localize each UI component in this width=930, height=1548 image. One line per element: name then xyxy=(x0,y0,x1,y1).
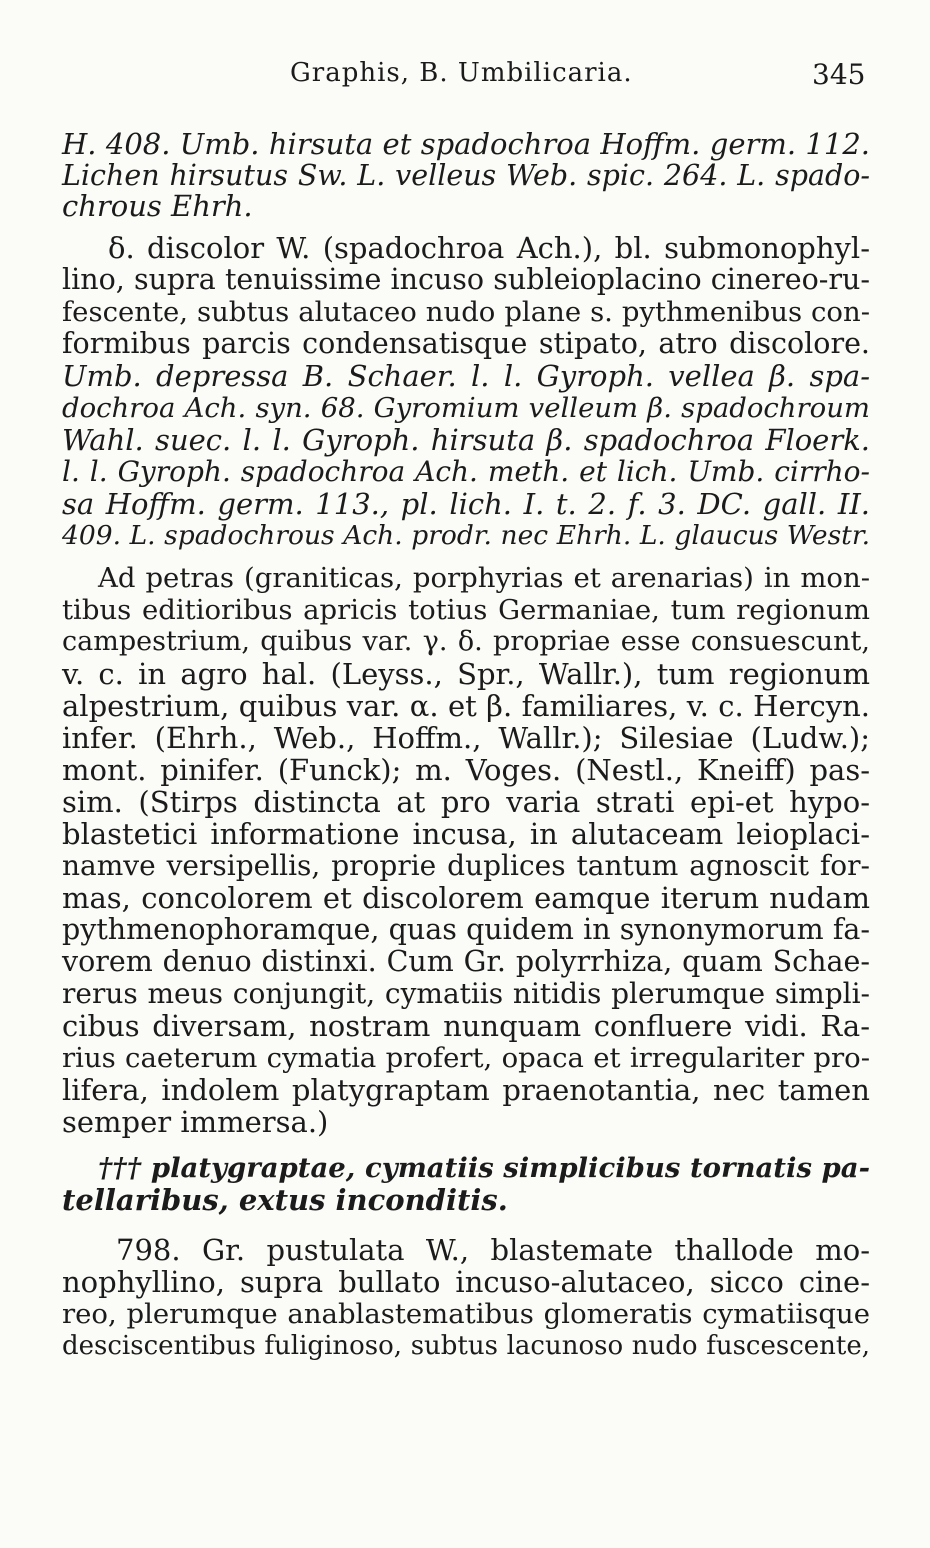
section-heading: ††† platygraptae, cymatiis simplicibus tornatis pa- xyxy=(98,1152,870,1184)
text-line: fescente, subtus alutaceo nudo plane s. pythmenibus con- xyxy=(62,296,870,328)
text-line: desciscentibus fuliginoso, subtus lacunoso nudo fuscescente, xyxy=(62,1331,870,1361)
text-line: chrous Ehrh. xyxy=(62,189,253,223)
text-line: formibus parcis condensatisque stipato, atro discolore. xyxy=(62,327,870,360)
text-line: mas, concolorem et discolorem eamque iterum nudam xyxy=(62,881,870,915)
text-line: lifera, indolem platygraptam praenotantia, nec tamen xyxy=(62,1073,870,1107)
text-line: mont. pinifer. (Funck); m. Voges. (Nestl., Kneiff) pas- xyxy=(62,753,870,787)
text-line: cibus diversam, nostram nunquam confluere vidi. Ra- xyxy=(62,1009,870,1043)
text-line: Wahl. suec. l. l. Gyroph. hirsuta β. spadochroa Floerk. xyxy=(62,423,870,457)
text-line: 409. L. spadochrous Ach. prodr. nec Ehrh. L. glaucus Westr. xyxy=(62,520,870,551)
species-entry: 798. Gr. pustulata W., blastemate thallode mo- xyxy=(116,1233,870,1267)
text-line: vorem denuo distinxi. Cum Gr. polyrrhiza, quam Schae- xyxy=(62,945,870,978)
text-line: rerus meus conjungit, cymatiis nitidis plerumque simpli- xyxy=(62,977,870,1010)
text-line: semper immersa.) xyxy=(62,1105,329,1139)
text-line: campestrium, quibus var. γ. δ. propriae esse consuescunt, xyxy=(62,626,870,657)
text-line: alpestrium, quibus var. α. et β. familiares, v. c. Hercyn. xyxy=(62,689,870,723)
text-line: reo, plerumque anablastematibus glomeratis cymatiisque xyxy=(62,1298,870,1330)
page-number: 345 xyxy=(812,58,866,91)
text-line: blastetici informatione incusa, in alutaceam leioplaci- xyxy=(62,817,870,851)
text-line: infer. (Ehrh., Web., Hoffm., Wallr.); Silesiae (Ludw.); xyxy=(62,721,870,755)
section-heading: tellaribus, extus inconditis. xyxy=(62,1183,508,1217)
text-line: Lichen hirsutus Sw. L. velleus Web. spic. 264. L. spado- xyxy=(62,159,870,192)
text-line: pythmenophoramque, quas quidem in synonymorum fa- xyxy=(62,913,870,946)
text-line: Umb. depressa B. Schaer. l. l. Gyroph. vellea β. spa- xyxy=(62,359,870,393)
text-line: namve versipellis, proprie duplices tantum agnoscit for- xyxy=(62,849,870,882)
text-line: H. 408. Umb. hirsuta et spadochroa Hoffm. germ. 112. xyxy=(62,127,870,161)
text-line: rius caeterum cymatia profert, opaca et irregulariter pro- xyxy=(62,1042,870,1074)
running-title: Graphis, B. Umbilicaria. xyxy=(290,58,633,88)
text-line: nophyllino, supra bullato incuso-alutaceo, sicco cine- xyxy=(62,1265,870,1299)
text-line: tibus editioribus apricis totius Germaniae, tum regionum xyxy=(62,594,870,626)
text-line: Ad petras (graniticas, porphyrias et arenarias) in mon- xyxy=(98,562,870,594)
text-line: lino, supra tenuissime incuso subleioplacino cinereo-ru- xyxy=(62,263,870,296)
text-line: l. l. Gyroph. spadochroa Ach. meth. et lich. Umb. cirrho- xyxy=(62,455,870,488)
text-line: sim. (Stirps distincta at pro varia strati epi-et hypo- xyxy=(62,785,870,819)
text-line: sa Hoffm. germ. 113., pl. lich. I. t. 2. f. 3. DC. gall. II. xyxy=(62,487,870,521)
text-line: v. c. in agro hal. (Leyss., Spr., Wallr.), tum regionum xyxy=(62,657,870,691)
text-line: dochroa Ach. syn. 68. Gyromium velleum β. spadochroum xyxy=(62,392,870,424)
text-line: δ. discolor W. (spadochroa Ach.), bl. submonophyl- xyxy=(108,231,870,265)
